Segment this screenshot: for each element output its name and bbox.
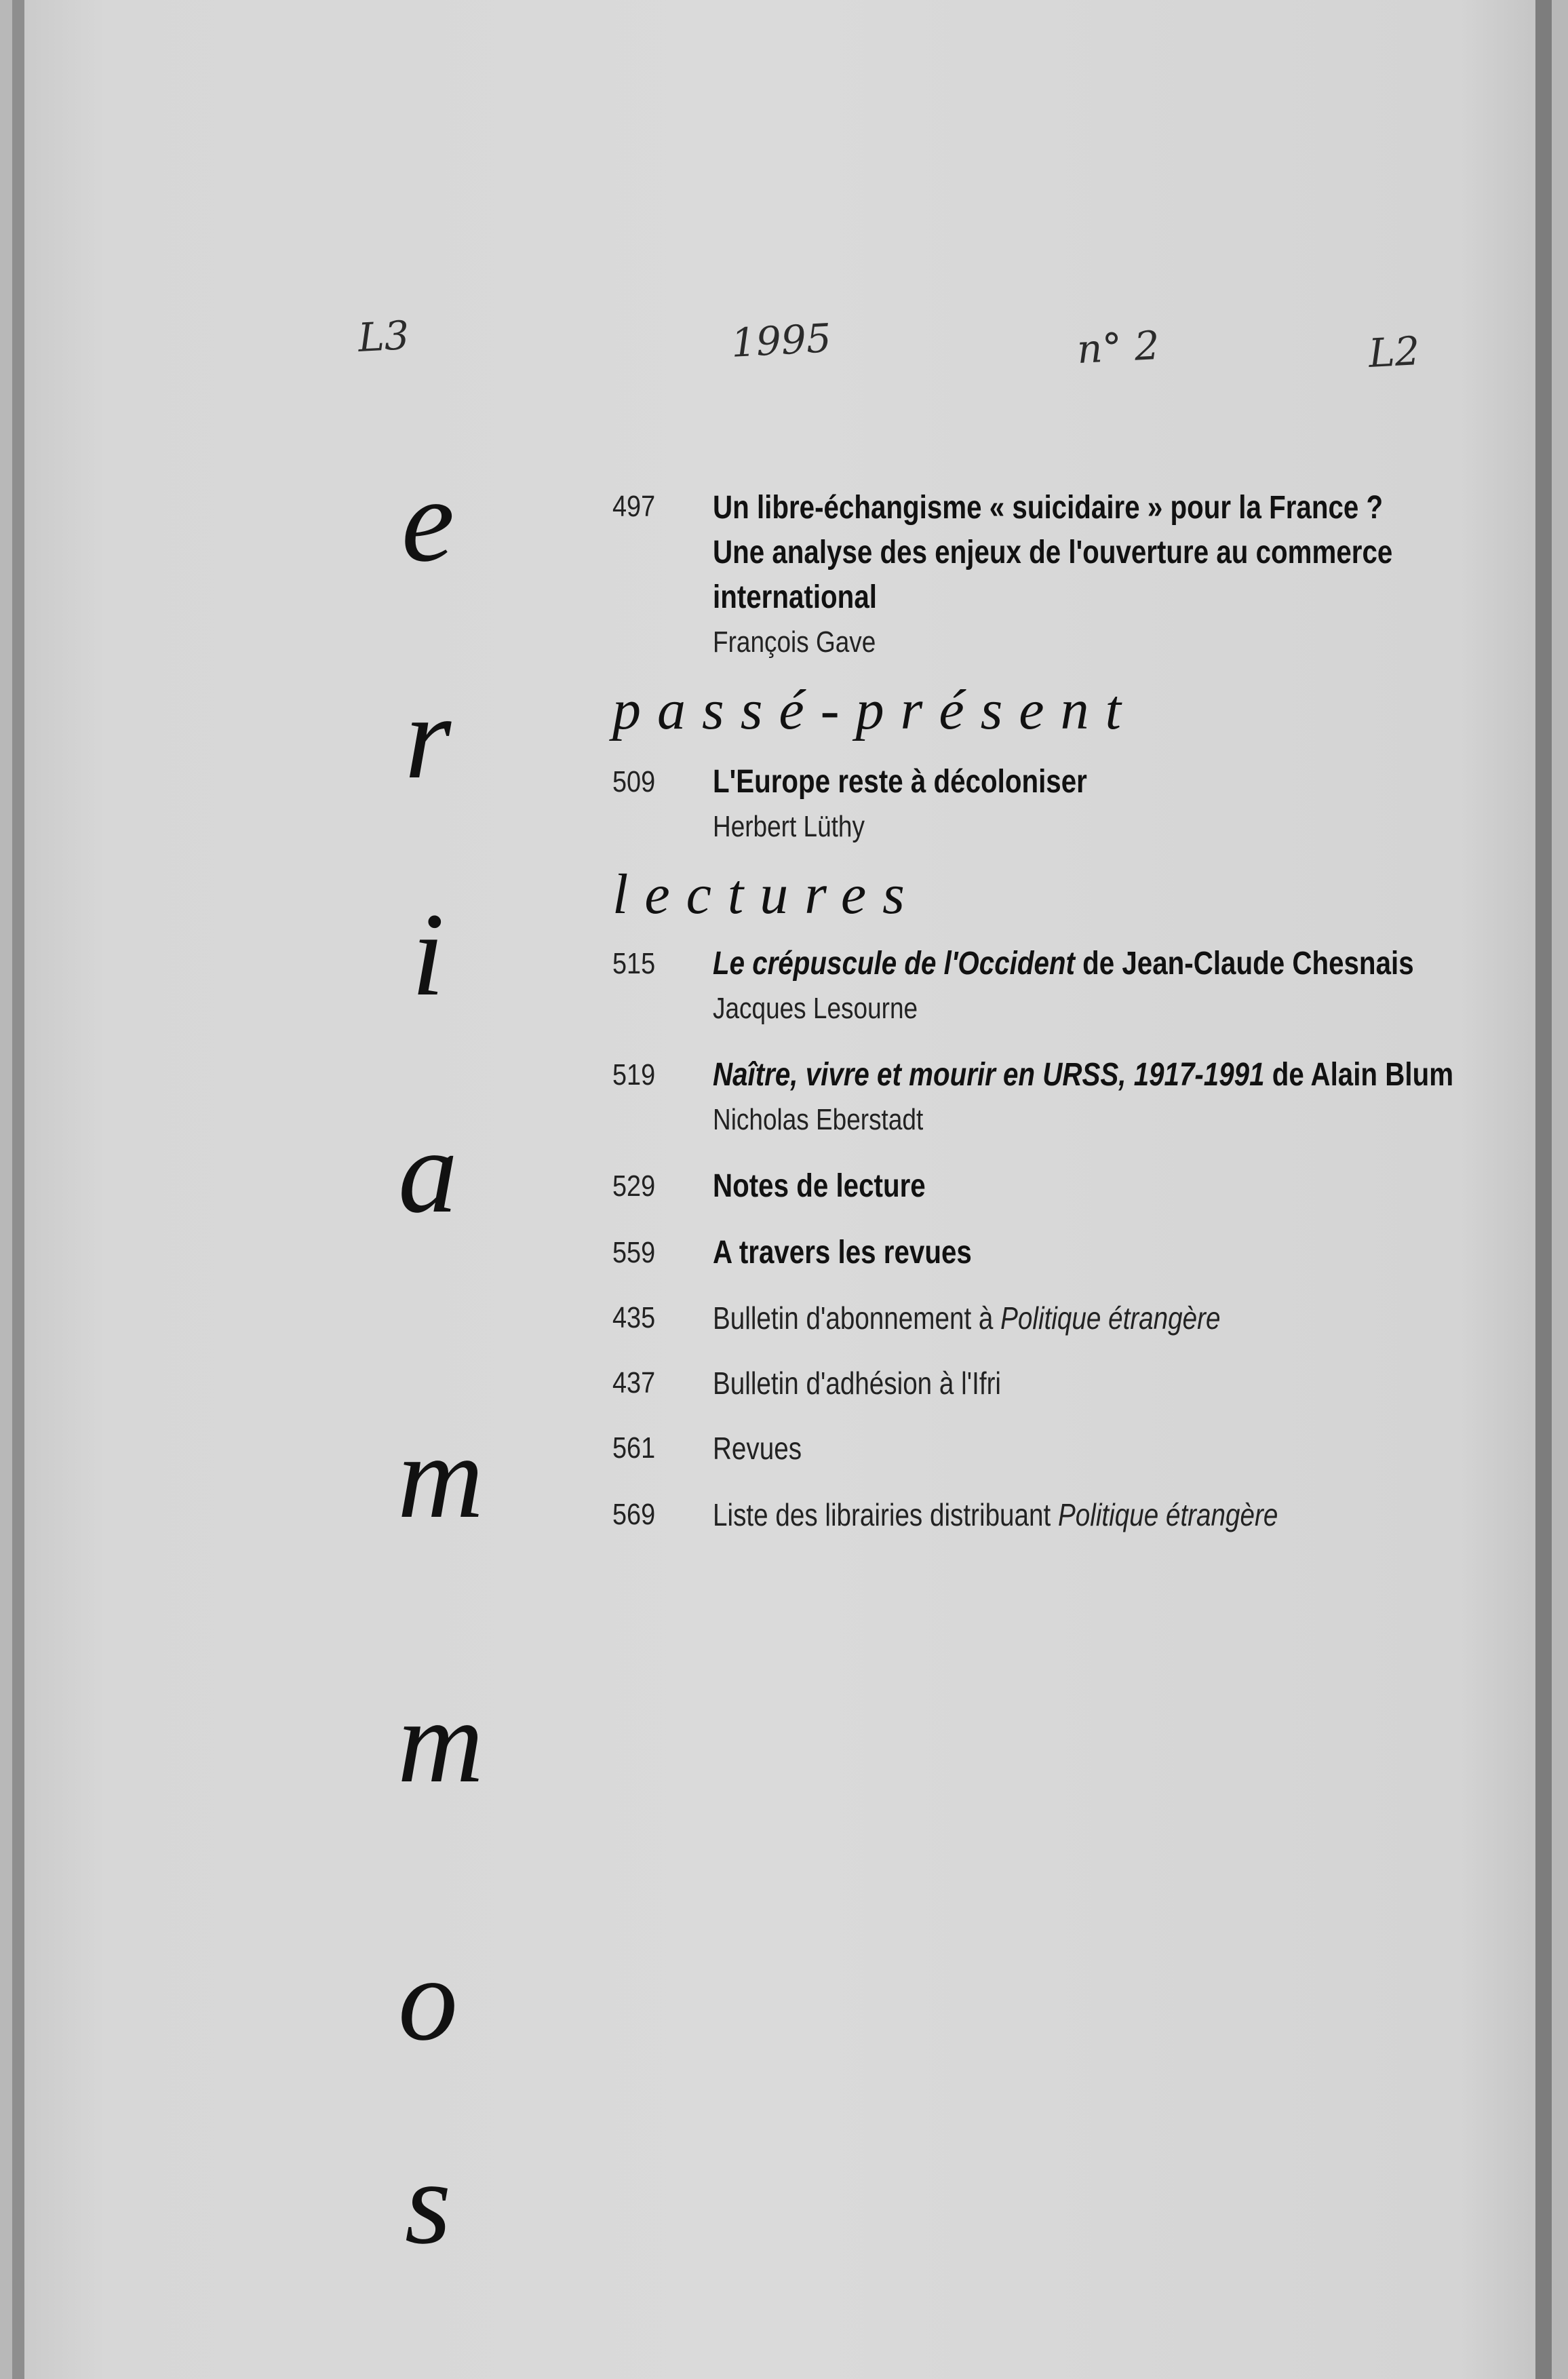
entry-title-line: Un libre-échangisme « suicidaire » pour la France ? [713,490,1384,526]
handwritten-note-left: L3 [357,312,411,361]
entry-text [713,1496,1278,1533]
entry-title [713,942,1414,986]
book-author-suffix: de Jean-Claude Chesnais [1074,946,1414,982]
vertical-title-letter: o [398,1933,458,2066]
vertical-title-letter: m [397,1676,484,1808]
page-number: 515 [612,947,656,980]
entry-title: Notes de lecture [713,1168,926,1204]
entry-text [713,1300,1221,1336]
page-left-edge [12,0,24,2379]
page-number: 437 [612,1366,656,1399]
entry-text: Bulletin d'adhésion à l'Ifri [713,1366,1002,1401]
page-number: 497 [612,490,656,523]
entry-text-main: Bulletin d'abonnement à [713,1300,1001,1336]
book-author-suffix: de Alain Blum [1264,1057,1454,1093]
vertical-title-letter: m [397,1411,484,1543]
entry-title: L'Europe reste à décoloniser [713,764,1087,800]
page-number: 559 [612,1236,656,1269]
entry-author: Herbert Lüthy [713,810,865,843]
page-right-edge [1535,0,1552,2379]
entry-title-line: Une analyse des enjeux de l'ouverture au commerce [713,535,1393,570]
journal-title: Politique étrangère [1000,1300,1221,1336]
book-title: Le crépuscule de l'Occident [713,946,1075,982]
entry-text: Revues [713,1431,802,1466]
vertical-title-letter: s [404,2137,452,2269]
page [12,0,1552,2379]
page-number: 509 [612,765,656,798]
page-number: 569 [612,1498,656,1531]
entry-author: François Gave [713,625,876,659]
section-heading: lectures [612,863,921,926]
handwritten-note-number: n° 2 [1076,322,1161,373]
page-number: 529 [612,1169,656,1203]
entry-author: Nicholas Eberstadt [713,1103,924,1136]
entry-title: A travers les revues [713,1235,972,1271]
entry-title-line: international [713,579,877,615]
vertical-title-letter: r [404,672,452,804]
vertical-title-letter: e [401,454,455,587]
entry-title [713,1053,1453,1098]
handwritten-note-year: 1995 [730,315,833,366]
entry-text-main: Liste des librairies distribuant [713,1497,1059,1532]
page-number: 435 [612,1301,656,1334]
page-number: 519 [612,1058,656,1091]
book-title: Naître, vivre et mourir en URSS, 1917-1991 [713,1057,1265,1093]
handwritten-note-right: L2 [1367,328,1422,376]
entry-author: Jacques Lesourne [713,992,918,1025]
journal-title: Politique étrangère [1058,1497,1278,1532]
vertical-title-letter: i [411,889,445,1021]
vertical-title-letter: a [398,1106,458,1238]
section-heading: passé-présent [612,678,1137,741]
page-number: 561 [612,1431,656,1465]
